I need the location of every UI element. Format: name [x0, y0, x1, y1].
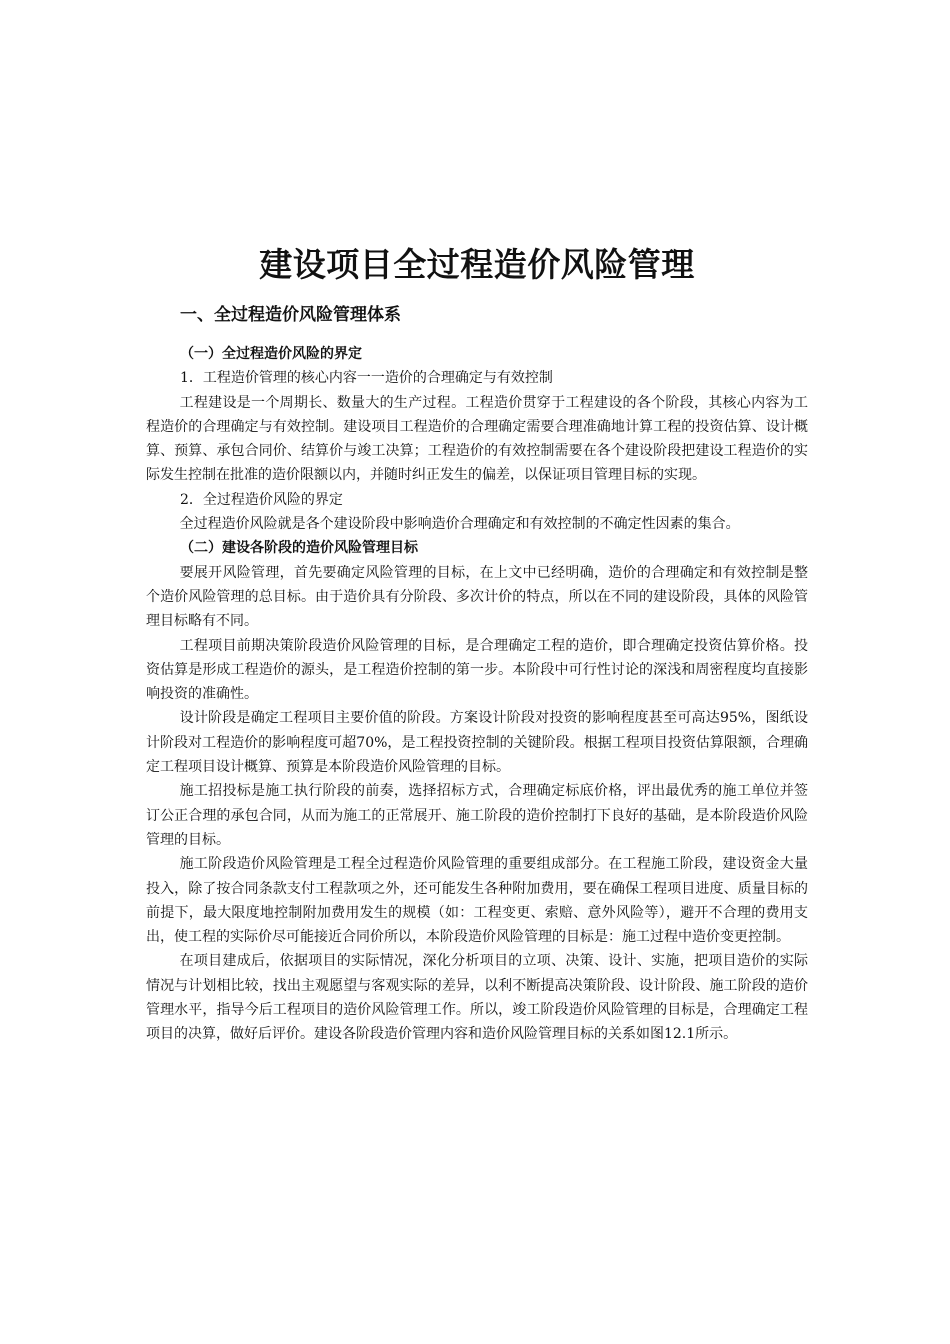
subsection-heading-2: （二）建设各阶段的造价风险管理目标 [180, 540, 418, 557]
document-title: 建设项目全过程造价风险管理 [259, 245, 695, 284]
paragraph: 施工阶段造价风险管理是工程全过程造价风险管理的重要组成部分。在工程施工阶段，建设资金大量投入，除了按合同条款支付工程款项之外，还可能发生各种附加费用，要在确保工程项目进度、质量目标的前提下，最大限度地控制附加费用发生的规模（如：工程变更、索赔、意外风险等），避开不合理的费用支出，使工程的实际价尽可能接近合同价所以，本阶段造价风险管理的目标是：施工过程中造价变更控制。 [146, 856, 808, 946]
paragraph: 设计阶段是确定工程项目主要价值的阶段。方案设计阶段对投资的影响程度甚至可高达95%，图纸设计阶段对工程造价的影响程度可超70%，是工程投资控制的关键阶段。根据工程项目投资估算限额，合理确定工程项目设计概算、预算是本阶段造价风险管理的目标。 [146, 710, 808, 776]
paragraph: 在项目建成后，依据项目的实际情况，深化分析项目的立项、决策、设计、实施，把项目造价的实际情况与计划相比较，找出主观愿望与客观实际的差异，以利不断提高决策阶段、设计阶段、施工阶段的造价管理水平，指导今后工程项目的造价风险管理工作。所以，竣工阶段造价风险管理的目标是，合理确定工程项目的决算，做好后评价。建设各阶段造价管理内容和造价风险管理目标的关系如图12.1所示。 [146, 953, 808, 1043]
subsection-heading-1: （一）全过程造价风险的界定 [180, 346, 362, 362]
document-page [146, 236, 808, 1047]
section-heading: 一、全过程造价风险管理体系 [180, 305, 401, 325]
paragraph: 施工招投标是施工执行阶段的前奏，选择招标方式，合理确定标底价格，评出最优秀的施工单位并签订公正合理的承包合同，从而为施工的正常展开、施工阶段的造价控制打下良好的基础，是本阶段造价风险管理的目标。 [146, 783, 808, 848]
item-heading-1: 1．工程造价管理的核心内容一一造价的合理确定与有效控制 [180, 370, 553, 387]
paragraph: 要展开风险管理，首先要确定风险管理的目标，在上文中已经明确，造价的合理确定和有效控制是整个造价风险管理的总目标。由于造价具有分阶段、多次计价的特点，所以在不同的建设阶段，具体的风险管理目标略有不同。 [146, 564, 808, 630]
paragraph: 全过程造价风险就是各个建设阶段中影响造价合理确定和有效控制的不确定性因素的集合。 [179, 516, 740, 533]
paragraph: 工程项目前期决策阶段造价风险管理的目标，是合理确定工程的造价，即合理确定投资估算价格。投资估算是形成工程造价的源头，是工程造价控制的第一步。本阶段中可行性讨论的深浅和周密程度均直接影响投资的准确性。 [146, 637, 808, 703]
item-heading-2: 2．全过程造价风险的界定 [180, 491, 343, 508]
paragraph: 工程建设是一个周期长、数量大的生产过程。工程造价贯穿于工程建设的各个阶段，其核心内容为工程造价的合理确定与有效控制。建设项目工程造价的合理确定需要合理准确地计算工程的投资估算、设计概算、预算、承包合同价、结算价与竣工决算；工程造价的有效控制需要在各个建设阶段把建设工程造价的实际发生控制在批准的造价限额以内，并随时纠正发生的偏差，以保证项目管理目标的实现。 [146, 394, 808, 484]
